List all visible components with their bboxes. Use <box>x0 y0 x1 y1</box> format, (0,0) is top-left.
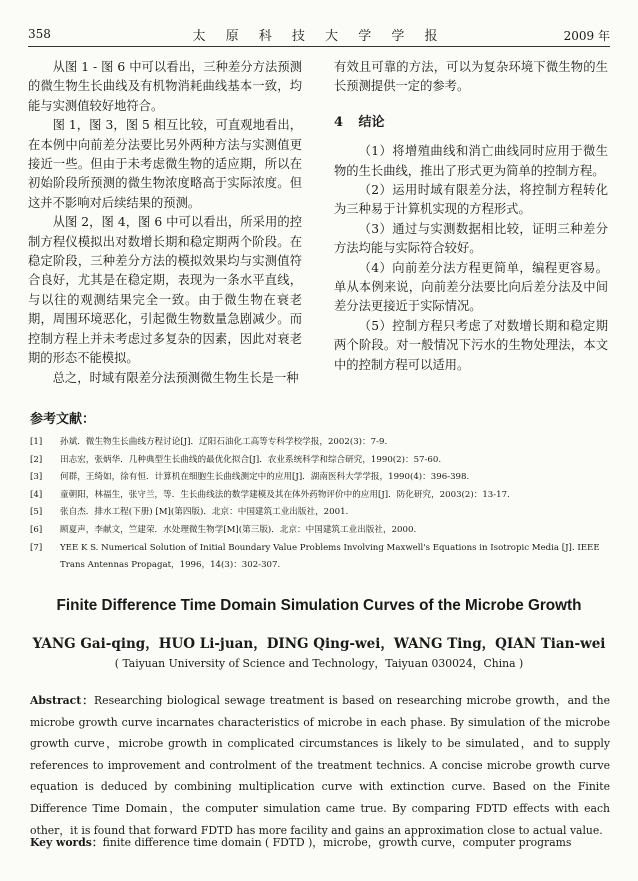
reference-item <box>30 522 608 540</box>
conclusion-item: （5）控制方程只考虑了对数增长期和稳定期两个阶段。对一般情况下污水的生物处理法，本文中的控制方程可以适用。 <box>334 318 608 372</box>
reference-index: [5] <box>30 507 43 518</box>
reference-index: [7] <box>30 542 43 553</box>
reference-text: 何群，王绮如，徐有恒．计算机在细胞生长曲线测定中的应用[J]．湖南医科大学学报，1990(4)：396-398. <box>60 472 470 483</box>
reference-text: 田志宏，张炳华．几种典型生长曲线的最优化拟合[J]．农业系统科学和综合研究，1990(2)：57-60. <box>60 454 442 465</box>
english-authors: YANG Gai-qing，HUO Li-juan，DING Qing-wei，WANG Ting，QIAN Tian-wei <box>32 636 606 652</box>
body-paragraph: 从图 2，图 4，图 6 中可以看出，所采用的控制方程仪模拟出对数增长期和稳定期两个阶段。在稳定阶段，三种差分方法的模拟效果均与实测值符合良好，尤其是在稳定期，表现为一条水平直线，与以往的观测结果完全一致。由于微生物在衰老期，周围环境恶化，引起微生物数量急剧减少。而控制方程上并未考虑过多复杂的因素，因此对衰老期的形态不能模拟。 <box>28 215 302 366</box>
reference-item <box>30 487 608 505</box>
journal-title: 太 原 科 技 大 学 学 报 <box>192 29 446 44</box>
left-column <box>28 58 302 388</box>
reference-text: 孙斌．微生物生长曲线方程讨论[J]．辽阳石油化工高等专科学校学报，2002(3)：7-9. <box>60 437 388 447</box>
reference-item <box>30 504 608 522</box>
keywords-text: finite difference time domain ( FDTD )，microbe，growth curve，computer programs <box>102 836 572 849</box>
running-header <box>28 24 610 47</box>
reference-item <box>30 540 608 575</box>
page-number: 358 <box>28 27 51 41</box>
section-heading <box>334 113 608 132</box>
conclusion-item: （2）运用时域有限差分法，将控制方程转化为三种易于计算机实现的方程形式。 <box>334 183 608 217</box>
english-keywords <box>30 835 610 850</box>
reference-index: [4] <box>30 489 43 500</box>
references-heading: 参考文献： <box>30 412 96 427</box>
conclusion-item: （1）将增殖曲线和消亡曲线同时应用于微生物的生长曲线，推出了形式更为简单的控制方程。 <box>334 144 608 178</box>
reference-index: [2] <box>30 454 43 465</box>
reference-index: [6] <box>30 524 43 535</box>
english-title: Finite Difference Time Domain Simulation Curves of the Microbe Growth <box>56 597 582 614</box>
right-column <box>334 58 608 375</box>
reference-index: [3] <box>30 472 43 483</box>
body-paragraph-continued: 有效且可靠的方法，可以为复杂环境下微生物的生长预测提供一定的参考。 <box>334 60 608 94</box>
body-paragraph: 图 1，图 3，图 5 相互比较，可直观地看出，在本例中向前差分法要比另外两种方法与实测值更接近一些。但由于未考虑微生物的适应期，所以在初始阶段所预测的微生物浓度略高于实际浓度。但这并不影响对后续结果的预测。 <box>28 118 302 210</box>
references-list <box>30 434 608 575</box>
body-paragraph: 总之，时域有限差分法预测微生物生长是一种 <box>52 370 299 385</box>
english-affiliation: ( Taiyuan University of Science and Technology，Taiyuan 030024，China ) <box>114 657 524 670</box>
keywords-label: Key words： <box>30 836 103 849</box>
section-title: 结论 <box>358 114 385 130</box>
reference-item <box>30 434 608 452</box>
abstract-text: Researching biological sewage treatment is based on researching microbe growth，and the microbe growth curve incarnates characteristics of microbe in each phase. By simulation of the microbe growth curve，microbe growth in complicated circumstances is likely to be simulated，and to supply references to improvement and controlment of the treatment technics. A concise microbe growth curve equation is deduced by combining multiplication curve with extinction curve. Based on the Finite Difference Time Domain，the computer simulation came true. By comparing FDTD effects with each other，it is found that forward FDTD has more facility and gains an approximation close to actual value. <box>30 694 610 837</box>
reference-text: YEE K S. Numerical Solution of Initial Boundary Value Problems Involving Maxwell's Equations in Isotropic Media [J]. IEEE Trans Antennas Propagat，1996，14(3)：302-307. <box>60 542 600 571</box>
section-number: 4 <box>334 114 344 130</box>
reference-item <box>30 452 608 470</box>
conclusion-item: （3）通过与实测数据相比较，证明三种差分方法均能与实际符合较好。 <box>334 221 608 256</box>
reference-index: [1] <box>30 437 43 447</box>
reference-item <box>30 469 608 487</box>
conclusion-item: （4）向前差分法方程更简单，编程更容易。单从本例来说，向前差分法要比向后差分法及中间差分法更接近于实际情况。 <box>334 260 608 314</box>
issue-year: 2009 年 <box>563 29 610 43</box>
reference-text: 童朝阳，林福生，张守兰，等．生长曲线法的数学建模及其在体外药物评价中的应用[J]．防化研究，2003(2)：13-17. <box>60 489 510 500</box>
body-paragraph: 从图 1 - 图 6 中可以看出，三种差分方法预测的微生物生长曲线及有机物消耗曲线基本一致，均能与实测值较好地符合。 <box>28 60 302 113</box>
reference-text: 张自杰．排水工程(下册) [M](第四版)．北京：中国建筑工业出版社，2001. <box>60 507 349 518</box>
abstract-label: Abstract： <box>30 694 95 707</box>
english-abstract <box>30 690 610 841</box>
body-columns <box>28 58 610 388</box>
reference-text: 顾夏声，李献文，竺建荣．水处理微生物学[M](第三版)．北京：中国建筑工业出版社，2000. <box>60 524 417 535</box>
